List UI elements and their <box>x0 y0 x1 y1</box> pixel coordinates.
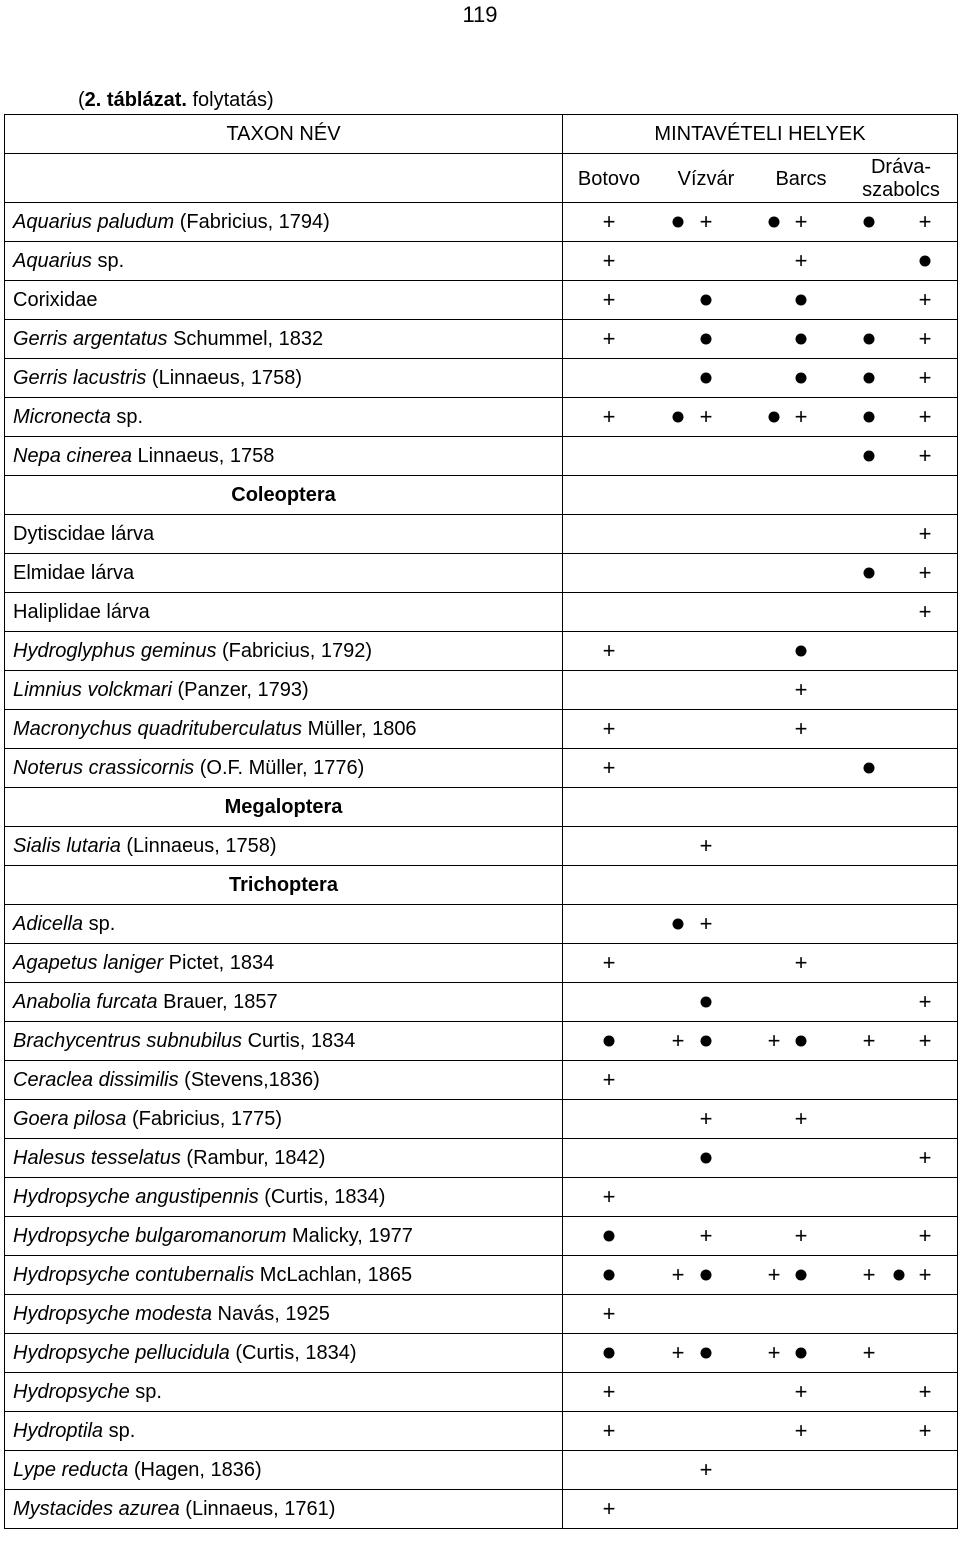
taxon-name <box>5 398 563 437</box>
section-row <box>5 476 958 515</box>
presence-dot <box>701 1348 712 1359</box>
presence-dot <box>604 1270 615 1281</box>
taxon-authority: (Hagen, 1836) <box>128 1458 262 1481</box>
taxon-authority: (Panzer, 1793) <box>171 678 309 701</box>
taxon-marks <box>563 1295 958 1334</box>
section-blank <box>563 788 958 827</box>
taxon-row <box>5 1178 958 1217</box>
presence-plus: + <box>671 1340 685 1365</box>
taxon-authority: Curtis, 1834 <box>242 1029 356 1052</box>
taxon-row <box>5 632 958 671</box>
taxon-genus-species: Limnius volckmari <box>13 678 172 701</box>
taxon-authority: (Linnaeus, 1758) <box>120 834 277 857</box>
presence-plus: + <box>602 248 616 273</box>
taxon-row <box>5 320 958 359</box>
presence-dot <box>796 334 807 345</box>
taxon-authority: (Curtis, 1834) <box>229 1341 357 1364</box>
presence-plus: + <box>918 1262 932 1287</box>
taxon-genus-species: Mystacides azurea <box>13 1497 180 1520</box>
taxon-genus-species: Ceraclea dissimilis <box>13 1068 179 1091</box>
presence-dot <box>796 1348 807 1359</box>
taxon-row <box>5 905 958 944</box>
presence-dot <box>701 997 712 1008</box>
taxon-authority: Schummel, 1832 <box>167 327 324 350</box>
taxon-row <box>5 827 958 866</box>
presence-plus: + <box>602 638 616 663</box>
taxon-genus-species: Agapetus laniger <box>13 951 164 974</box>
taxon-row <box>5 1334 958 1373</box>
taxon-name <box>5 905 563 944</box>
presence-plus: + <box>918 404 932 429</box>
taxon-row <box>5 1412 958 1451</box>
presence-plus: + <box>918 1379 932 1404</box>
header-taxon: TAXON NÉV <box>5 115 563 154</box>
taxon-marks <box>563 593 958 632</box>
taxon-name <box>5 710 563 749</box>
presence-plus: + <box>794 209 808 234</box>
presence-dot <box>701 1270 712 1281</box>
taxon-genus-species: Hydroptila <box>13 1419 104 1442</box>
taxon-row <box>5 671 958 710</box>
taxon-marks <box>563 632 958 671</box>
taxon-name <box>5 749 563 788</box>
taxon-name <box>5 1061 563 1100</box>
taxon-marks <box>563 203 958 242</box>
presence-plus: + <box>794 716 808 741</box>
section-row <box>5 866 958 905</box>
presence-plus: + <box>767 1028 781 1053</box>
taxon-genus-species: Aquarius <box>13 249 92 272</box>
taxon-marks <box>563 1490 958 1529</box>
taxon-genus-species: Sialis lutaria <box>13 834 121 857</box>
taxon-name <box>5 632 563 671</box>
presence-dot <box>673 919 684 930</box>
presence-plus: + <box>699 1106 713 1131</box>
taxon-name <box>5 437 563 476</box>
section-row <box>5 788 958 827</box>
taxon-genus-species: Anabolia furcata <box>13 990 158 1013</box>
taxon-authority: (Stevens,1836) <box>178 1068 320 1091</box>
taxon-row <box>5 359 958 398</box>
taxon-authority: McLachlan, 1865 <box>254 1263 413 1286</box>
presence-dot <box>796 1270 807 1281</box>
presence-plus: + <box>699 1457 713 1482</box>
taxon-genus-species: Goera pilosa <box>13 1107 127 1130</box>
taxon-table <box>4 114 958 1529</box>
presence-plus: + <box>602 716 616 741</box>
taxon-authority: (Linnaeus, 1758) <box>146 366 303 389</box>
presence-plus: + <box>862 1262 876 1287</box>
taxon-genus-species: Brachycentrus subnubilus <box>13 1029 243 1052</box>
taxon-marks <box>563 1022 958 1061</box>
presence-plus: + <box>862 1028 876 1053</box>
taxon-name <box>5 515 563 554</box>
taxon-authority: (Fabricius, 1794) <box>174 210 330 233</box>
presence-plus: + <box>602 755 616 780</box>
presence-plus: + <box>918 521 932 546</box>
page-number: 119 <box>462 2 498 27</box>
taxon-authority: sp. <box>103 1419 136 1442</box>
presence-plus: + <box>602 209 616 234</box>
presence-plus: + <box>918 1028 932 1053</box>
taxon-authority: (Linnaeus, 1761) <box>179 1497 336 1520</box>
presence-dot <box>864 763 875 774</box>
presence-dot <box>796 646 807 657</box>
presence-plus: + <box>767 1262 781 1287</box>
taxon-authority: (O.F. Müller, 1776) <box>194 756 365 779</box>
taxon-row <box>5 1451 958 1490</box>
taxon-genus-species: Hydropsyche pellucidula <box>13 1341 230 1364</box>
taxon-name <box>5 1451 563 1490</box>
presence-dot <box>920 256 931 267</box>
taxon-name <box>5 1334 563 1373</box>
site-label: Barcs <box>775 168 827 190</box>
taxon-authority: Elmidae lárva <box>13 561 135 584</box>
taxon-marks <box>563 281 958 320</box>
header-sites-title: MINTAVÉTELI HELYEK <box>563 115 958 154</box>
taxon-row <box>5 593 958 632</box>
site-label: Botovo <box>577 168 641 190</box>
presence-dot <box>864 451 875 462</box>
taxon-authority: Navás, 1925 <box>211 1302 330 1325</box>
taxon-row <box>5 944 958 983</box>
taxon-genus-species: Hydropsyche angustipennis <box>13 1185 259 1208</box>
taxon-row <box>5 1295 958 1334</box>
taxon-authority: Haliplidae lárva <box>13 600 150 623</box>
taxon-row <box>5 1373 958 1412</box>
section-label: Megaloptera <box>5 788 563 827</box>
presence-plus: + <box>794 1379 808 1404</box>
presence-plus: + <box>671 1262 685 1287</box>
taxon-authority: sp. <box>91 249 125 272</box>
taxon-authority: sp. <box>83 912 116 935</box>
taxon-name <box>5 827 563 866</box>
taxon-row <box>5 749 958 788</box>
taxon-name <box>5 1139 563 1178</box>
presence-plus: + <box>918 287 932 312</box>
table-caption: (2. táblázat. folytatás) <box>78 89 274 111</box>
taxon-name <box>5 1490 563 1529</box>
presence-dot <box>864 217 875 228</box>
presence-dot <box>604 1348 615 1359</box>
presence-dot <box>673 412 684 423</box>
section-label: Coleoptera <box>5 476 563 515</box>
taxon-marks <box>563 515 958 554</box>
presence-dot <box>864 334 875 345</box>
presence-plus: + <box>918 560 932 585</box>
taxon-row <box>5 515 958 554</box>
taxon-authority: Dytiscidae lárva <box>13 522 155 545</box>
taxon-name <box>5 944 563 983</box>
presence-plus: + <box>918 1418 932 1443</box>
taxon-genus-species: Gerris argentatus <box>13 327 168 350</box>
taxon-name <box>5 320 563 359</box>
presence-plus: + <box>794 677 808 702</box>
presence-plus: + <box>699 911 713 936</box>
taxon-name <box>5 242 563 281</box>
presence-dot <box>864 568 875 579</box>
presence-plus: + <box>767 1340 781 1365</box>
presence-plus: + <box>794 1106 808 1131</box>
presence-plus: + <box>602 404 616 429</box>
header-row <box>5 115 958 154</box>
taxon-genus-species: Hydropsyche contubernalis <box>13 1263 255 1286</box>
taxon-authority: (Rambur, 1842) <box>180 1146 326 1169</box>
taxon-authority: Linnaeus, 1758 <box>131 444 275 467</box>
presence-plus: + <box>602 1184 616 1209</box>
taxon-authority: (Fabricius, 1775) <box>126 1107 283 1130</box>
presence-dot <box>894 1270 905 1281</box>
taxon-row <box>5 983 958 1022</box>
presence-dot <box>796 295 807 306</box>
section-blank <box>563 476 958 515</box>
taxon-marks <box>563 554 958 593</box>
taxon-authority: Corixidae <box>13 288 98 311</box>
section-blank <box>563 866 958 905</box>
site-header-row <box>5 154 958 203</box>
section-label: Trichoptera <box>5 866 563 905</box>
presence-dot <box>604 1036 615 1047</box>
taxon-name <box>5 1217 563 1256</box>
taxon-row <box>5 1217 958 1256</box>
taxon-genus-species: Nepa cinerea <box>13 444 132 467</box>
presence-plus: + <box>862 1340 876 1365</box>
taxon-marks <box>563 710 958 749</box>
taxon-marks <box>563 320 958 359</box>
presence-dot <box>864 373 875 384</box>
taxon-marks <box>563 671 958 710</box>
presence-plus: + <box>918 209 932 234</box>
taxon-row <box>5 242 958 281</box>
presence-plus: + <box>918 443 932 468</box>
presence-plus: + <box>699 833 713 858</box>
taxon-marks <box>563 359 958 398</box>
taxon-name <box>5 1412 563 1451</box>
presence-dot <box>769 217 780 228</box>
presence-plus: + <box>794 248 808 273</box>
taxon-name <box>5 359 563 398</box>
taxon-marks <box>563 1061 958 1100</box>
taxon-name <box>5 1256 563 1295</box>
taxon-marks <box>563 1100 958 1139</box>
taxon-marks <box>563 1373 958 1412</box>
taxon-name <box>5 1178 563 1217</box>
presence-plus: + <box>794 1223 808 1248</box>
presence-plus: + <box>918 1145 932 1170</box>
taxon-authority: sp. <box>129 1380 162 1403</box>
presence-plus: + <box>602 287 616 312</box>
taxon-row <box>5 203 958 242</box>
taxon-name <box>5 203 563 242</box>
taxon-name <box>5 1022 563 1061</box>
taxon-name <box>5 1295 563 1334</box>
taxon-name <box>5 671 563 710</box>
taxon-marks <box>563 983 958 1022</box>
taxon-row <box>5 1139 958 1178</box>
taxon-name <box>5 554 563 593</box>
taxon-authority: Brauer, 1857 <box>157 990 278 1013</box>
taxon-authority: (Curtis, 1834) <box>258 1185 386 1208</box>
taxon-name <box>5 1100 563 1139</box>
taxon-row <box>5 437 958 476</box>
presence-plus: + <box>699 1223 713 1248</box>
taxon-row <box>5 1100 958 1139</box>
taxon-genus-species: Aquarius paludum <box>13 210 175 233</box>
presence-dot <box>864 412 875 423</box>
taxon-authority: Müller, 1806 <box>302 717 417 740</box>
taxon-marks <box>563 1178 958 1217</box>
caption-bold: 2. táblázat. <box>84 89 187 111</box>
taxon-row <box>5 398 958 437</box>
presence-dot <box>701 1153 712 1164</box>
taxon-genus-species: Gerris lacustris <box>13 366 147 389</box>
taxon-genus-species: Micronecta <box>13 405 111 428</box>
taxon-authority: (Fabricius, 1792) <box>216 639 373 662</box>
presence-plus: + <box>602 326 616 351</box>
presence-plus: + <box>918 326 932 351</box>
taxon-marks <box>563 398 958 437</box>
site-label: Dráva- szabolcs <box>862 156 940 201</box>
taxon-row <box>5 1256 958 1295</box>
taxon-row <box>5 710 958 749</box>
taxon-genus-species: Hydropsyche <box>13 1380 130 1403</box>
site-label: Vízvár <box>677 168 735 190</box>
presence-plus: + <box>699 404 713 429</box>
taxon-genus-species: Hydropsyche modesta <box>13 1302 212 1325</box>
presence-dot <box>701 295 712 306</box>
presence-dot <box>701 373 712 384</box>
taxon-genus-species: Lype reducta <box>13 1458 129 1481</box>
taxon-name <box>5 593 563 632</box>
taxon-row <box>5 1061 958 1100</box>
taxon-marks <box>563 827 958 866</box>
presence-plus: + <box>602 1379 616 1404</box>
taxon-marks <box>563 944 958 983</box>
taxon-authority: sp. <box>110 405 144 428</box>
taxon-authority: Malicky, 1977 <box>286 1224 413 1247</box>
presence-dot <box>673 217 684 228</box>
header-blank <box>5 154 563 203</box>
presence-plus: + <box>602 1418 616 1443</box>
taxon-genus-species: Hydroglyphus geminus <box>13 639 217 662</box>
taxon-marks <box>563 1256 958 1295</box>
taxon-marks <box>563 1451 958 1490</box>
taxon-genus-species: Halesus tesselatus <box>13 1146 181 1169</box>
presence-plus: + <box>794 404 808 429</box>
taxon-name <box>5 1373 563 1412</box>
presence-plus: + <box>918 1223 932 1248</box>
presence-plus: + <box>918 365 932 390</box>
taxon-row <box>5 554 958 593</box>
taxon-name <box>5 983 563 1022</box>
taxon-name <box>5 281 563 320</box>
taxon-marks <box>563 1139 958 1178</box>
taxon-marks <box>563 242 958 281</box>
taxon-marks <box>563 749 958 788</box>
presence-plus: + <box>602 950 616 975</box>
presence-dot <box>796 373 807 384</box>
presence-plus: + <box>918 989 932 1014</box>
taxon-genus-species: Hydropsyche bulgaromanorum <box>13 1224 287 1247</box>
taxon-marks <box>563 1334 958 1373</box>
taxon-marks <box>563 905 958 944</box>
taxon-marks <box>563 437 958 476</box>
presence-plus: + <box>602 1301 616 1326</box>
taxon-genus-species: Macronychus quadrituberculatus <box>13 717 303 740</box>
presence-dot <box>701 1036 712 1047</box>
presence-plus: + <box>602 1067 616 1092</box>
presence-dot <box>701 334 712 345</box>
presence-dot <box>604 1231 615 1242</box>
presence-plus: + <box>699 209 713 234</box>
taxon-row <box>5 1490 958 1529</box>
presence-plus: + <box>794 1418 808 1443</box>
taxon-row <box>5 1022 958 1061</box>
presence-plus: + <box>602 1496 616 1521</box>
taxon-genus-species: Noterus crassicornis <box>13 756 195 779</box>
presence-dot <box>769 412 780 423</box>
site-labels-cell <box>563 154 958 203</box>
presence-dot <box>796 1036 807 1047</box>
taxon-marks <box>563 1217 958 1256</box>
taxon-authority: Pictet, 1834 <box>163 951 275 974</box>
presence-plus: + <box>794 950 808 975</box>
taxon-row <box>5 281 958 320</box>
taxon-marks <box>563 1412 958 1451</box>
presence-plus: + <box>671 1028 685 1053</box>
taxon-genus-species: Adicella <box>13 912 84 935</box>
presence-plus: + <box>918 599 932 624</box>
